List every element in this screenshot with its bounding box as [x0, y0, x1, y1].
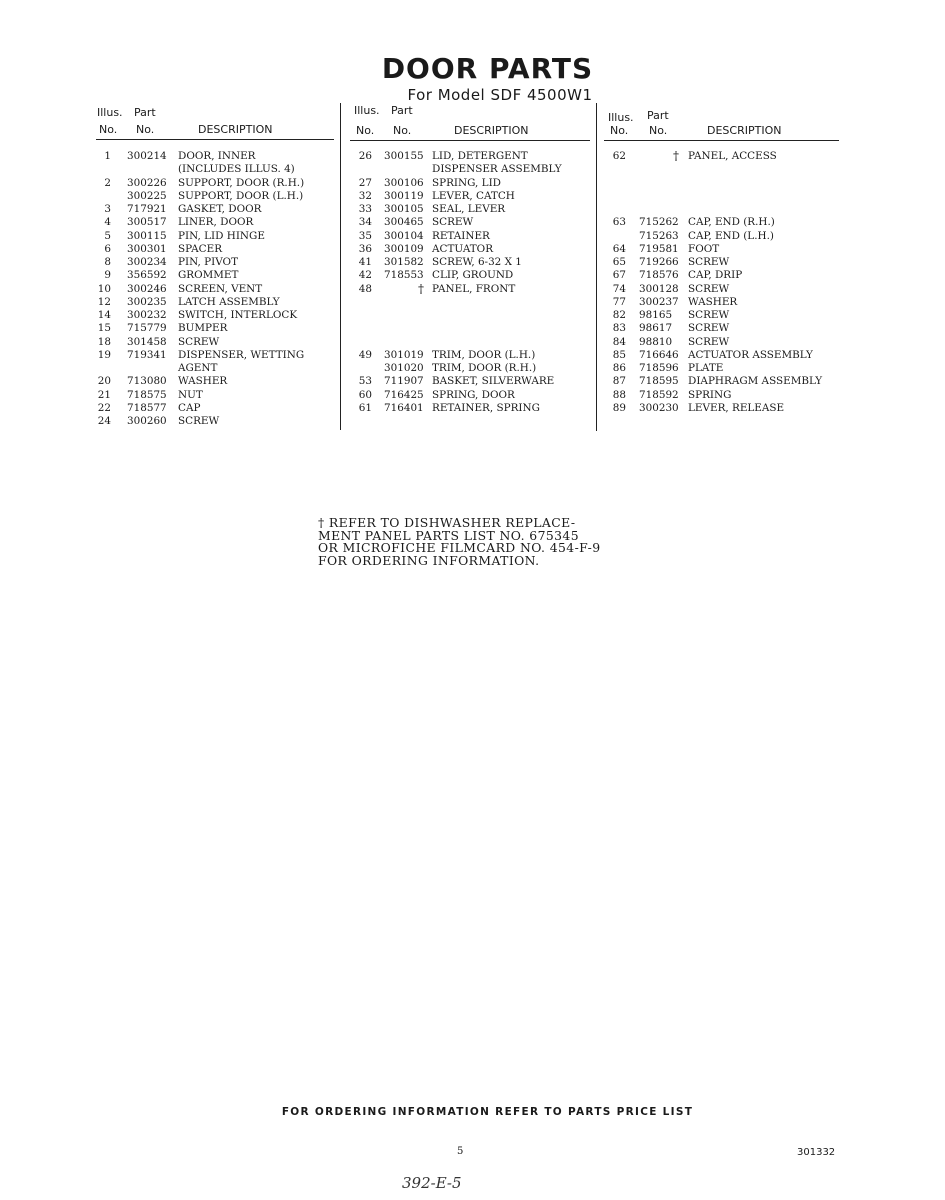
part-number: 98617: [639, 322, 673, 335]
column-divider-1: [340, 103, 341, 430]
col1-no-header: No.: [99, 123, 118, 136]
illus-number: 26: [358, 150, 372, 162]
parts-row: [96, 177, 336, 190]
part-description: WASHER: [688, 295, 738, 308]
part-number: 301020: [384, 362, 424, 374]
parts-row: [606, 375, 846, 388]
parts-row: [606, 216, 846, 229]
col2-illus-header: Illus.: [354, 104, 380, 117]
col2-part-header: Part: [391, 104, 413, 117]
illus-number: 9: [104, 269, 111, 282]
parts-row: [352, 375, 592, 388]
part-number: 718553: [384, 269, 424, 282]
parts-row: [96, 362, 336, 375]
illus-number: 18: [97, 335, 111, 348]
parts-row: [352, 389, 592, 402]
part-number: 718592: [639, 388, 679, 401]
parts-row: [352, 349, 592, 362]
part-description: RETAINER: [432, 229, 490, 242]
illus-number: 2: [104, 176, 111, 189]
col3-header-rule: [604, 140, 839, 141]
parts-row: [96, 269, 336, 282]
part-number: 301582: [384, 256, 424, 268]
parts-row: [352, 243, 592, 256]
part-description: (INCLUDES ILLUS. 4): [178, 163, 295, 176]
parts-row: [96, 415, 336, 428]
illus-number: 8: [104, 256, 111, 268]
part-description: SPRING: [688, 388, 732, 401]
part-description: LATCH ASSEMBLY: [178, 295, 280, 308]
parts-row: [606, 309, 846, 322]
part-description: GROMMET: [178, 269, 239, 282]
part-description: CAP, DRIP: [688, 269, 743, 282]
part-number: 300235: [127, 295, 167, 308]
col3-description-header: DESCRIPTION: [707, 124, 782, 137]
part-description: PIN, LID HINGE: [178, 229, 265, 242]
parts-row: [96, 402, 336, 415]
illus-number: 65: [612, 256, 626, 268]
illus-number: 14: [97, 309, 111, 321]
col1-illus-header: Illus.: [97, 106, 123, 119]
part-description: LEVER, RELEASE: [688, 401, 785, 414]
illus-number: 84: [612, 335, 626, 348]
illus-number: 33: [358, 203, 372, 215]
parts-row: [352, 256, 592, 269]
part-number: 718577: [127, 401, 167, 414]
part-number: 300226: [127, 176, 167, 189]
note-line: † REFER TO DISHWASHER REPLACE-: [318, 515, 576, 530]
part-number: 715262: [639, 216, 679, 229]
part-description: FOOT: [688, 242, 720, 255]
part-description: DOOR, INNER: [178, 150, 256, 162]
part-number: 300115: [127, 229, 167, 242]
part-number: 300465: [384, 216, 424, 229]
part-description: SCREEN, VENT: [178, 282, 263, 295]
note-line: OR MICROFICHE FILMCARD NO. 454-F-9: [318, 540, 601, 555]
parts-row: [96, 296, 336, 309]
part-description: ACTUATOR ASSEMBLY: [688, 348, 813, 361]
col2-description-header: DESCRIPTION: [454, 124, 529, 137]
illus-number: 41: [358, 256, 372, 268]
part-number: 718575: [127, 388, 167, 401]
part-description: DISPENSER, WETTING: [178, 348, 305, 361]
parts-row: [352, 230, 592, 243]
column-divider-2: [596, 103, 597, 431]
part-description: DIAPHRAGM ASSEMBLY: [688, 375, 823, 388]
col1-description-header: DESCRIPTION: [198, 123, 273, 136]
col1-header-rule: [96, 139, 334, 140]
part-description: SCREW, 6-32 X 1: [432, 256, 522, 268]
part-number: 300225: [127, 189, 167, 202]
parts-row: [352, 283, 592, 296]
part-number: 718576: [639, 269, 679, 282]
parts-row: [96, 203, 336, 216]
part-number: 300234: [127, 256, 167, 268]
illus-number: 61: [358, 401, 372, 414]
part-description: AGENT: [178, 362, 218, 374]
illus-number: 77: [612, 295, 626, 308]
illus-number: 10: [97, 282, 111, 295]
parts-row: [352, 269, 592, 282]
part-description: SEAL, LEVER: [432, 203, 506, 215]
part-number: 300260: [127, 415, 167, 427]
part-description: CAP: [178, 401, 201, 414]
parts-row: [352, 150, 592, 163]
ordering-note: [318, 517, 618, 567]
ordering-footer: FOR ORDERING INFORMATION REFER TO PARTS PRICE LIST: [281, 1106, 694, 1118]
part-number: 300214: [127, 150, 167, 162]
parts-row: [606, 150, 846, 163]
parts-row: [96, 349, 336, 362]
part-number: 300237: [639, 295, 679, 308]
parts-row: [96, 256, 336, 269]
parts-row: [96, 150, 336, 163]
parts-row: [606, 269, 846, 282]
part-description: DISPENSER ASSEMBLY: [432, 163, 562, 176]
part-description: LID, DETERGENT: [432, 150, 528, 162]
illus-number: 5: [104, 229, 111, 242]
part-description: LEVER, CATCH: [432, 189, 515, 202]
part-description: ACTUATOR: [432, 242, 494, 255]
part-number: 300104: [384, 229, 424, 242]
parts-row: [96, 322, 336, 335]
illus-number: 42: [358, 269, 372, 282]
part-description: TRIM, DOOR (R.H.): [432, 362, 537, 374]
page-title: DOOR PARTS: [381, 52, 594, 85]
part-description: PIN, PIVOT: [178, 256, 238, 268]
part-number: 98810: [639, 335, 673, 348]
part-number: 719266: [639, 256, 679, 268]
illus-number: 49: [358, 348, 372, 361]
part-description: SCREW: [178, 415, 220, 427]
parts-row: [96, 230, 336, 243]
col2-no-header: No.: [356, 124, 375, 137]
part-description: PANEL, ACCESS: [688, 150, 777, 162]
part-description: PLATE: [688, 362, 724, 374]
parts-row: [96, 163, 336, 176]
col2-no2-header: No.: [393, 124, 412, 137]
illus-number: 62: [612, 150, 626, 162]
part-number: †: [418, 281, 424, 296]
part-description: CAP, END (R.H.): [688, 216, 775, 229]
illus-number: 32: [358, 189, 372, 202]
illus-number: 86: [612, 362, 626, 374]
illus-number: 4: [104, 216, 111, 229]
illus-number: 53: [358, 375, 372, 388]
part-number: 715779: [127, 322, 167, 335]
illus-number: 19: [97, 348, 111, 361]
illus-number: 35: [358, 229, 372, 242]
part-number: 718596: [639, 362, 679, 374]
parts-row: [96, 243, 336, 256]
part-number: 301458: [127, 335, 167, 348]
part-number: 716425: [384, 388, 424, 401]
part-number: 719341: [127, 348, 167, 361]
page-subtitle: For Model SDF 4500W1: [407, 86, 593, 104]
parts-row: [96, 283, 336, 296]
parts-row: [352, 402, 592, 415]
illus-number: 74: [612, 282, 626, 295]
part-number: 300109: [384, 242, 424, 255]
document-number: 301332: [797, 1147, 836, 1158]
parts-row: [606, 322, 846, 335]
part-description: GASKET, DOOR: [178, 203, 262, 215]
note-line: FOR ORDERING INFORMATION.: [318, 552, 540, 568]
part-number: 356592: [127, 269, 167, 282]
part-description: WASHER: [178, 375, 228, 388]
part-description: SCREW: [688, 256, 730, 268]
illus-number: 89: [612, 401, 626, 414]
parts-row: [96, 336, 336, 349]
illus-number: 3: [104, 203, 111, 215]
note-line: MENT PANEL PARTS LIST NO. 675345: [318, 527, 579, 543]
part-description: BASKET, SILVERWARE: [432, 375, 555, 388]
illus-number: 22: [97, 401, 111, 414]
illus-number: 27: [358, 176, 372, 189]
parts-row: [606, 256, 846, 269]
part-number: 716401: [384, 401, 424, 414]
col2-header-rule: [350, 140, 590, 141]
part-number: 300230: [639, 401, 679, 414]
parts-row: [96, 389, 336, 402]
part-number: 300155: [384, 150, 424, 162]
handwritten-annotation: [400, 1170, 520, 1194]
part-description: CAP, END (L.H.): [688, 229, 774, 242]
illus-number: 85: [612, 348, 626, 361]
part-number: 300232: [127, 309, 167, 321]
part-number: 300301: [127, 242, 167, 255]
parts-row: [352, 190, 592, 203]
parts-row: [96, 309, 336, 322]
parts-row: [606, 230, 846, 243]
parts-row: [606, 283, 846, 296]
handwritten-text: 392-E-5: [402, 1174, 462, 1192]
illus-number: 48: [358, 282, 372, 295]
part-description: SCREW: [178, 335, 220, 348]
part-number: 715263: [639, 229, 679, 242]
part-description: SWITCH, INTERLOCK: [178, 309, 298, 321]
part-number: 718595: [639, 375, 679, 388]
illus-number: 21: [97, 388, 111, 401]
parts-row: [606, 362, 846, 375]
col3-illus-header: Illus.: [608, 111, 634, 124]
part-description: SPRING, DOOR: [432, 388, 515, 401]
part-description: SUPPORT, DOOR (L.H.): [178, 189, 304, 202]
col3-part-header: Part: [647, 109, 669, 122]
illus-number: 34: [358, 216, 372, 229]
part-number: 300246: [127, 282, 167, 295]
illus-number: 20: [97, 375, 111, 388]
part-description: CLIP, GROUND: [432, 269, 514, 282]
parts-row: [606, 336, 846, 349]
illus-number: 83: [612, 322, 626, 335]
illus-number: 60: [358, 388, 372, 401]
parts-row: [96, 190, 336, 203]
part-number: 719581: [639, 242, 679, 255]
illus-number: 67: [612, 269, 626, 282]
parts-row: [606, 296, 846, 309]
part-number: 711907: [384, 375, 424, 388]
part-number: 300517: [127, 216, 167, 229]
part-number: 713080: [127, 375, 167, 388]
parts-row: [352, 216, 592, 229]
part-number: †: [673, 149, 679, 163]
part-description: SCREW: [432, 216, 474, 229]
illus-number: 15: [97, 322, 111, 335]
parts-row: [352, 177, 592, 190]
part-description: RETAINER, SPRING: [432, 401, 540, 414]
part-description: BUMPER: [178, 322, 228, 335]
part-number: 300106: [384, 176, 424, 189]
illus-number: 1: [104, 150, 111, 162]
parts-row: [606, 243, 846, 256]
page-number: 5: [457, 1146, 464, 1157]
part-description: PANEL, FRONT: [432, 282, 516, 295]
col3-no2-header: No.: [649, 124, 668, 137]
parts-row: [352, 163, 592, 176]
parts-row: [606, 389, 846, 402]
parts-row: [352, 203, 592, 216]
part-description: LINER, DOOR: [178, 216, 254, 229]
illus-number: 64: [612, 242, 626, 255]
part-description: NUT: [178, 388, 203, 401]
illus-number: 24: [97, 415, 111, 427]
illus-number: 88: [612, 388, 626, 401]
part-number: 300119: [384, 189, 424, 202]
part-description: SCREW: [688, 282, 730, 295]
part-description: SPRING, LID: [432, 176, 501, 189]
part-description: SCREW: [688, 309, 730, 321]
parts-row: [96, 216, 336, 229]
part-number: 301019: [384, 348, 424, 361]
part-number: 716646: [639, 348, 679, 361]
part-number: 98165: [639, 309, 673, 321]
part-description: SPACER: [178, 242, 223, 255]
illus-number: 36: [358, 242, 372, 255]
parts-row: [606, 402, 846, 415]
illus-number: 12: [97, 295, 111, 308]
part-number: 300128: [639, 282, 679, 295]
part-number: 300105: [384, 203, 424, 215]
parts-row: [96, 375, 336, 388]
part-number: 717921: [127, 203, 167, 215]
part-description: TRIM, DOOR (L.H.): [432, 348, 536, 361]
col1-no2-header: No.: [136, 123, 155, 136]
col3-no-header: No.: [610, 124, 629, 137]
part-description: SCREW: [688, 335, 730, 348]
illus-number: 6: [104, 242, 111, 255]
illus-number: 87: [612, 375, 626, 388]
part-description: SCREW: [688, 322, 730, 335]
illus-number: 82: [612, 309, 626, 321]
col1-part-header: Part: [134, 106, 156, 119]
parts-row: [606, 349, 846, 362]
illus-number: 63: [612, 216, 626, 229]
parts-row: [352, 362, 592, 375]
part-description: SUPPORT, DOOR (R.H.): [178, 176, 305, 189]
